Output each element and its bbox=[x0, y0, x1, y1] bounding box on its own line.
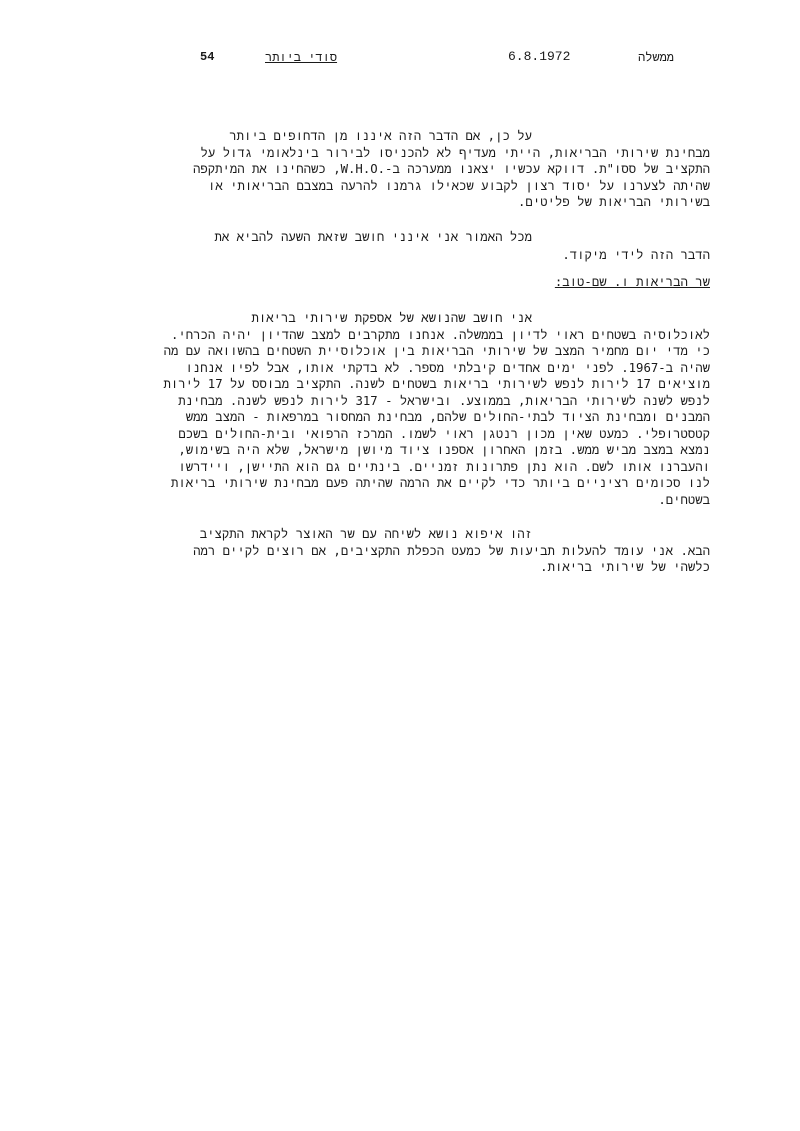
paragraph-line: מבחינת שירותי הבריאות, הייתי מעדיף לא להכניסו לבירור בינלאומי גדול על bbox=[200, 145, 710, 160]
paragraph-line: המבנים ומבחינת הציוד לבתי-החולים שלהם, מבחינת המחסור במרפאות - המצב ממש bbox=[185, 410, 710, 424]
paragraph-line: לנפש לשנה לשירותי הבריאות, בממוצע. ובישראל - 317 לירות לנפש לשנה. מבחינת bbox=[178, 393, 710, 408]
document-body bbox=[122, 128, 710, 576]
paragraph-line: שהיה ב-1967. לפני ימים אחדים קיבלתי מספר. לא בדקתי אותו, אבל לפיו אנחנו bbox=[185, 360, 710, 375]
paragraph-line: התקציב של ססו"ת. דווקא עכשיו יצאנו ממערכה ב-.W.H.O, כשהחינו את המיתקפה bbox=[192, 162, 710, 176]
speech-paragraph bbox=[122, 310, 710, 508]
closing-paragraph bbox=[122, 526, 710, 576]
paragraph-line: לאוכלוסיה בשטחים ראוי לדיון בממשלה. אנחנו מתקרבים למצב שהדיון יהיה הכרחי. bbox=[171, 327, 710, 342]
header-date: 6.8.1972 bbox=[508, 49, 571, 64]
paragraph-line: בשירותי הבריאות של פליטים. bbox=[518, 195, 710, 209]
paragraph-line: לנו סכומים רציניים ביותר כדי לקיים את הרמה שהיתה פעם מבחינת שירותי בריאות bbox=[171, 476, 710, 490]
paragraph-line: על כן, אם הדבר הזה איננו מן הדחופים ביותר bbox=[229, 129, 532, 143]
paragraph-line: קטסטרופלי. כמעט שאין מכון רנטגן ראוי לשמו. המרכז הרפואי ובית-החולים בשכם bbox=[178, 426, 710, 441]
header-ministry: ממשלה bbox=[638, 50, 675, 64]
paragraph-1 bbox=[122, 128, 710, 211]
paragraph-line: זהו איפוא נושא לשיחה עם שר האוצר לקראת התקציב bbox=[199, 527, 532, 541]
paragraph-line: כלשהי של שירותי בריאות. bbox=[540, 560, 710, 574]
header-classification: סודי ביותר bbox=[265, 50, 338, 64]
paragraph-line: והעברנו אותו לשם. הוא נתן פתרונות זמניים. בינתיים גם הוא התיישן, ויידרשו bbox=[178, 459, 710, 474]
paragraph-line: בשטחים. bbox=[658, 492, 710, 507]
paragraph-line: אני חושב שהנושא של אספקת שירותי בריאות bbox=[251, 311, 532, 325]
paragraph-line: מכל האמור אני אינני חושב שזאת השעה להביא את bbox=[214, 229, 532, 244]
paragraph-line: מוציאים 17 לירות לנפש לשירותי בריאות בשטחים לשנה. התקציב מבוסס על 17 לירות bbox=[163, 377, 710, 391]
paragraph-2 bbox=[122, 229, 710, 264]
paragraph-line: נמצא במצב מביש ממש. בזמן האחרון אספנו ציוד מיושן מישראל, שלא היה בשימוש, bbox=[178, 443, 710, 457]
header-page-number: 54 bbox=[200, 50, 215, 64]
paragraph-line: הדבר הזה לידי מיקוד. bbox=[562, 248, 710, 262]
paragraph-line: הבא. אני עומד להעלות תביעות של כמעט הכפלת התקציבים, אם רוצים לקיים רמה bbox=[193, 543, 710, 558]
paragraph-line: כי מדי יום מחמיר המצב של שירותי הבריאות בין אוכלוסיית השטחים בהשוואה עם מה bbox=[163, 344, 710, 358]
paragraph-line: שהיתה לצערנו על יסוד רצון לקבוע שכאילו גרמנו להרעה במצבם הבריאותי או bbox=[207, 178, 710, 193]
speaker-heading: שר הבריאות ו. שם-טוב: bbox=[554, 274, 710, 289]
